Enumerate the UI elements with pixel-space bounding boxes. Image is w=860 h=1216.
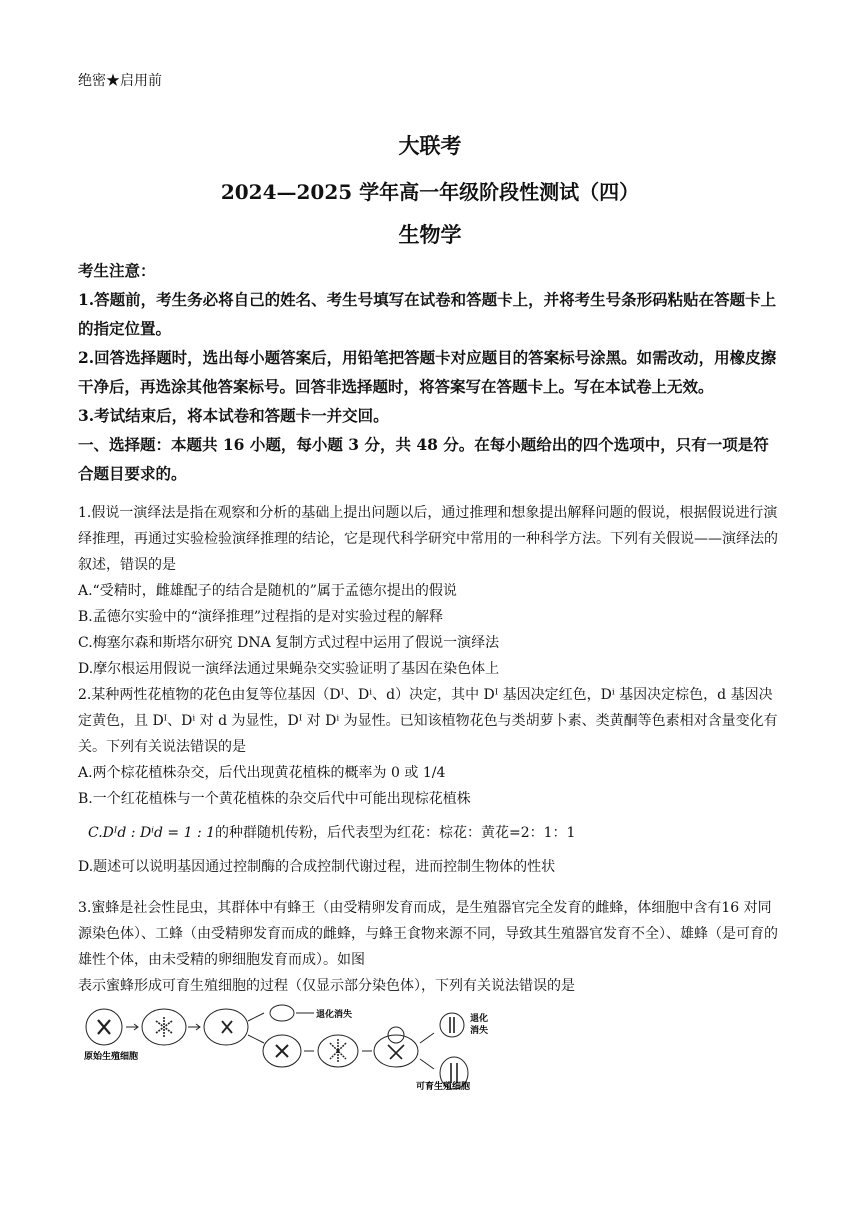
q2-stem: 2.某种两性花植物的花色由复等位基因（Dᴵ、Dⁱ、d）决定，其中 Dᴵ 基因决定红色，Dⁱ 基因决定棕色，d 基因决定黄色，且 Dᴵ、Dⁱ 对 d 为显性，Dᴵ 对 Dⁱ 为显性。已知该植物花色与类胡萝卜素、类黄酮等色素相对含量变化有关。下列有关说法错误的是 xyxy=(78,687,778,755)
q2-option-c-formula: C.Dᴵd : Dⁱd = 1 : 1 xyxy=(88,825,216,841)
q1-option-c: C.梅塞尔森和斯塔尔研究 DNA 复制方式过程中运用了假说一演绎法 xyxy=(78,635,500,651)
question-3 xyxy=(78,895,782,999)
q1-option-a: A.“受精时，雌雄配子的结合是随机的”属于孟德尔提出的假说 xyxy=(78,583,457,599)
label-original-germ-cell: 原始生殖细胞 xyxy=(84,1052,139,1062)
notice-item-3: 3.考试结束后，将本试卷和答题卡一并交回。 xyxy=(78,406,389,425)
q2-option-d: D.题述可以说明基因通过控制酶的合成控制代谢过程，进而控制生物体的性状 xyxy=(78,859,556,875)
label-degenerate-2b: 消失 xyxy=(470,1026,489,1036)
q3-stem-2: 表示蜜蜂形成可育生殖细胞的过程（仅显示部分染色体），下列有关说法错误的是 xyxy=(78,978,575,994)
question-2 xyxy=(78,682,782,880)
notice-item-1: 1.答题前，考生务必将自己的姓名、考生号填写在试卷和答题卡上，并将考生号条形码粘贴在答题卡上的指定位置。 xyxy=(78,290,777,338)
arrow-icon xyxy=(248,1013,264,1021)
q1-option-d: D.摩尔根运用假说一演绎法通过果蝇杂交实验证明了基因在染色体上 xyxy=(78,661,500,677)
notice-item-2: 2.回答选择题时，选出每小题答案后，用铅笔把答题卡对应题目的答案标号涂黑。如需改动，用橡皮擦干净后，再选涂其他答案标号。回答非选择题时，将答案写在答题卡上。写在本试卷上无效。 xyxy=(78,348,777,396)
arrow-icon xyxy=(420,1059,434,1069)
section-heading: 一、选择题：本题共 16 小题，每小题 3 分，共 48 分。在每小题给出的四个选项中，只有一项是符合题目要求的。 xyxy=(78,435,769,483)
polar-body-cell xyxy=(270,1005,294,1021)
arrow-icon xyxy=(248,1035,264,1043)
notice-block xyxy=(78,256,782,488)
label-degenerate-2a: 退化 xyxy=(470,1014,489,1024)
anaphase-cell xyxy=(374,1035,418,1067)
exam-title: 2024—2025 学年高一年级阶段性测试（四） xyxy=(220,180,640,204)
q2-option-c-text: 的种群随机传粉，后代表型为红花：棕花：黄花=2：1：1 xyxy=(215,825,576,841)
q1-stem: 1.假说一演绎法是指在观察和分析的基础上提出问题以后，通过推理和想象提出解释问题的假说，根据假说进行演绎推理，再通过实验检验演绎推理的结论，它是现代科学研究中常用的一种科学方法。下列有关假说——演绎法的叙述，错误的是 xyxy=(78,505,778,573)
q2-option-c xyxy=(88,820,782,846)
q2-option-a: A.两个棕花植株杂交，后代出现黄花植株的概率为 0 或 1/4 xyxy=(78,765,446,781)
bee-germ-cell-diagram xyxy=(78,1003,498,1095)
arrow-icon xyxy=(420,1033,434,1043)
q3-stem: 3.蜜蜂是社会性昆虫，其群体中有蜂王（由受精卵发育而成，是生殖器官完全发育的雌蜂，体细胞中含有16 对同源染色体）、工蜂（由受精卵发育而成的雌蜂，与蜂王食物来源不同，导致其生殖器官发育不全）、雄蜂（是可育的雄性个体，由未受精的卵细胞发育而成）。如图 xyxy=(78,900,778,968)
confidential-label: 绝密★启用前 xyxy=(78,73,162,89)
notice-heading: 考生注意： xyxy=(78,261,156,280)
degenerate-daughter-cell xyxy=(440,1013,464,1037)
q2-option-b: B.一个红花植株与一个黄花植株的杂交后代中可能出现棕花植株 xyxy=(78,791,471,807)
exam-series-title: 大联考 xyxy=(398,133,462,158)
label-fertile-germ-cell: 可育生殖细胞 xyxy=(416,1082,471,1092)
label-degenerate-1: 退化消失 xyxy=(316,1010,353,1020)
chromosome-icon xyxy=(98,1020,110,1034)
subject-title: 生物学 xyxy=(398,222,462,247)
q1-option-b: B.孟德尔实验中的“演绎推理”过程指的是对实验过程的解释 xyxy=(78,609,444,625)
question-1 xyxy=(78,500,782,682)
